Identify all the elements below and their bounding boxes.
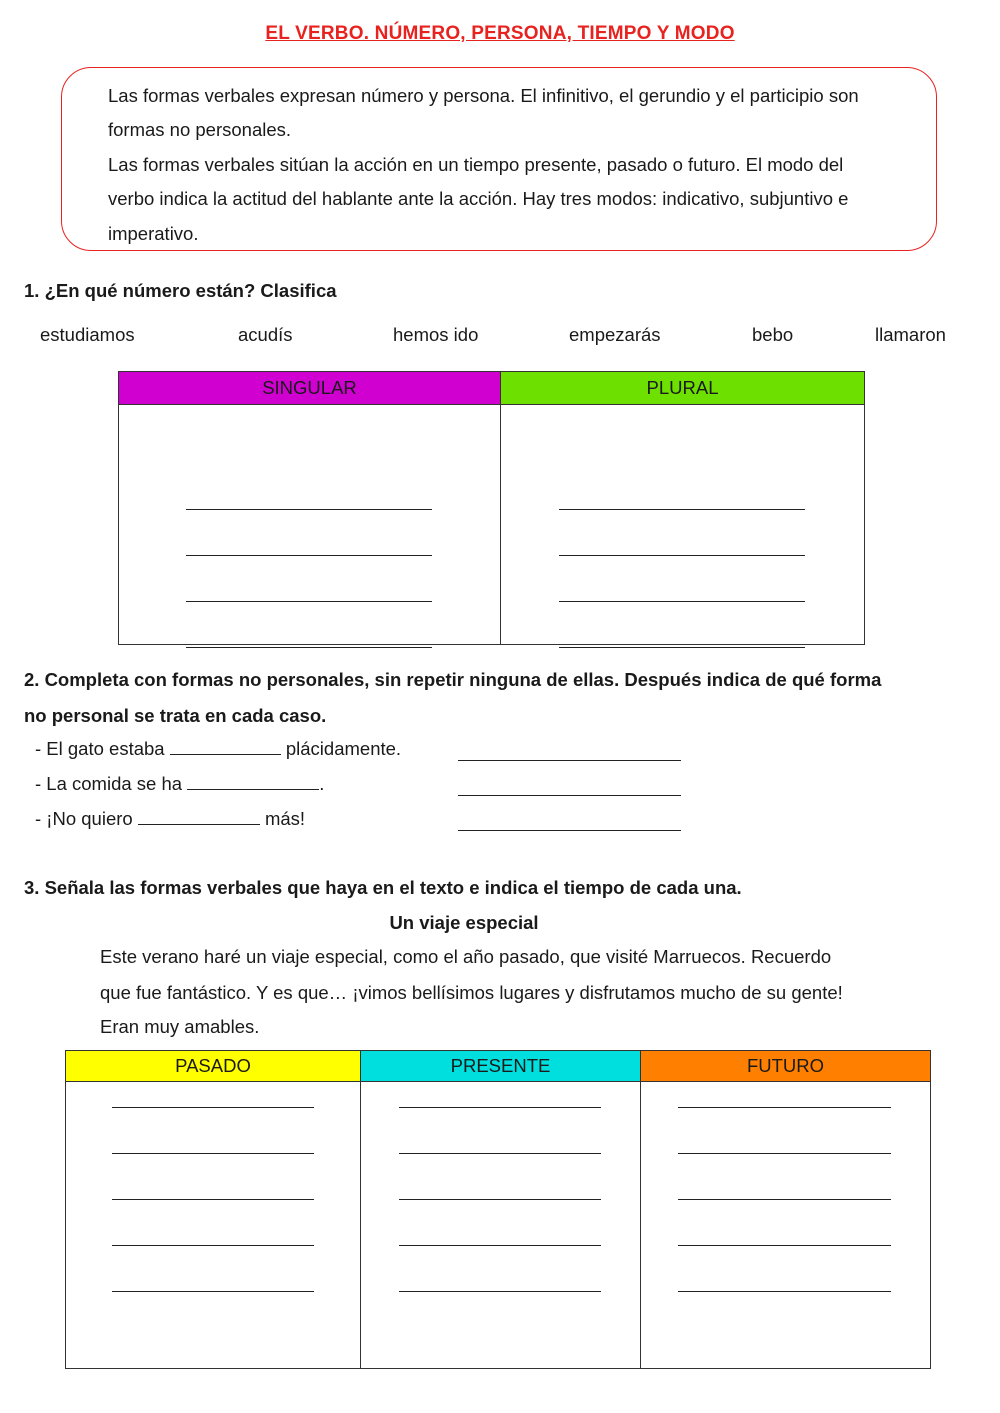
question-2-heading: 2. Completa con formas no personales, sin repetir ninguna de ellas. Después indica de qué forma — [24, 669, 882, 690]
info-line: imperativo. — [108, 223, 199, 244]
answer-blank[interactable] — [678, 1153, 891, 1154]
answer-blank[interactable] — [186, 647, 432, 648]
info-line: verbo indica la actitud del hablante ante la acción. Hay tres modos: indicativo, subjuntivo e — [108, 188, 849, 209]
fill-blank[interactable] — [138, 808, 260, 825]
item-text: - El gato estaba — [35, 738, 170, 759]
answer-blank[interactable] — [559, 601, 805, 602]
story-line: Este verano haré un viaje especial, como el año pasado, que visité Marruecos. Recuerdo — [100, 946, 832, 967]
answer-blank[interactable] — [112, 1245, 314, 1246]
answer-blank[interactable] — [186, 509, 432, 510]
question-1-heading: 1. ¿En qué número están? Clasifica — [24, 280, 337, 301]
futuro-column — [641, 1082, 931, 1369]
answer-blank[interactable] — [399, 1199, 601, 1200]
page-title: EL VERBO. NÚMERO, PERSONA, TIEMPO Y MODO — [265, 23, 735, 44]
exercise-item — [35, 808, 305, 830]
form-type-blank[interactable] — [458, 830, 681, 831]
fill-blank[interactable] — [170, 738, 281, 755]
fill-blank[interactable] — [187, 773, 319, 790]
story-title: Un viaje especial — [389, 912, 539, 933]
tense-table — [65, 1050, 931, 1369]
word-option[interactable]: llamaron — [875, 324, 946, 345]
info-line: Las formas verbales expresan número y persona. El infinitivo, el gerundio y el participio son — [108, 85, 859, 106]
answer-blank[interactable] — [678, 1245, 891, 1246]
question-3-heading: 3. Señala las formas verbales que haya en el texto e indica el tiempo de cada una. — [24, 877, 742, 898]
word-option[interactable]: estudiamos — [40, 324, 135, 345]
answer-blank[interactable] — [186, 555, 432, 556]
answer-blank[interactable] — [399, 1153, 601, 1154]
form-type-blank[interactable] — [458, 795, 681, 796]
answer-blank[interactable] — [112, 1153, 314, 1154]
word-option[interactable]: hemos ido — [393, 324, 479, 345]
pasado-column — [66, 1082, 361, 1369]
pasado-header: PASADO — [66, 1051, 361, 1082]
item-text: más! — [259, 808, 306, 829]
number-table — [118, 371, 865, 645]
answer-blank[interactable] — [559, 509, 805, 510]
exercise-item — [35, 773, 324, 795]
word-option[interactable]: bebo — [752, 324, 794, 345]
singular-header: SINGULAR — [119, 372, 501, 405]
answer-blank[interactable] — [399, 1107, 601, 1108]
answer-blank[interactable] — [186, 601, 432, 602]
answer-blank[interactable] — [678, 1199, 891, 1200]
info-line: Las formas verbales sitúan la acción en un tiempo presente, pasado o futuro. El modo del — [108, 154, 844, 175]
item-text: - La comida se ha — [35, 773, 188, 794]
answer-blank[interactable] — [112, 1291, 314, 1292]
answer-blank[interactable] — [678, 1107, 891, 1108]
word-option[interactable]: acudís — [238, 324, 293, 345]
futuro-header: FUTURO — [641, 1051, 931, 1082]
answer-blank[interactable] — [678, 1291, 891, 1292]
story-line: que fue fantástico. Y es que… ¡vimos bellísimos lugares y disfrutamos mucho de su gente! — [100, 982, 843, 1003]
plural-column — [501, 405, 865, 645]
answer-blank[interactable] — [112, 1107, 314, 1108]
story-line: Eran muy amables. — [100, 1016, 260, 1037]
question-2-heading-cont: no personal se trata en cada caso. — [24, 705, 327, 726]
answer-blank[interactable] — [112, 1199, 314, 1200]
answer-blank[interactable] — [399, 1291, 601, 1292]
answer-blank[interactable] — [559, 647, 805, 648]
presente-column — [361, 1082, 641, 1369]
item-text: - ¡No quiero — [35, 808, 138, 829]
answer-blank[interactable] — [399, 1245, 601, 1246]
info-line: formas no personales. — [108, 119, 292, 140]
form-type-blank[interactable] — [458, 760, 681, 761]
singular-column — [119, 405, 501, 645]
item-text: . — [319, 773, 325, 794]
presente-header: PRESENTE — [361, 1051, 641, 1082]
exercise-item — [35, 738, 401, 760]
plural-header: PLURAL — [501, 372, 865, 405]
item-text: plácidamente. — [280, 738, 402, 759]
answer-blank[interactable] — [559, 555, 805, 556]
word-option[interactable]: empezarás — [569, 324, 661, 345]
